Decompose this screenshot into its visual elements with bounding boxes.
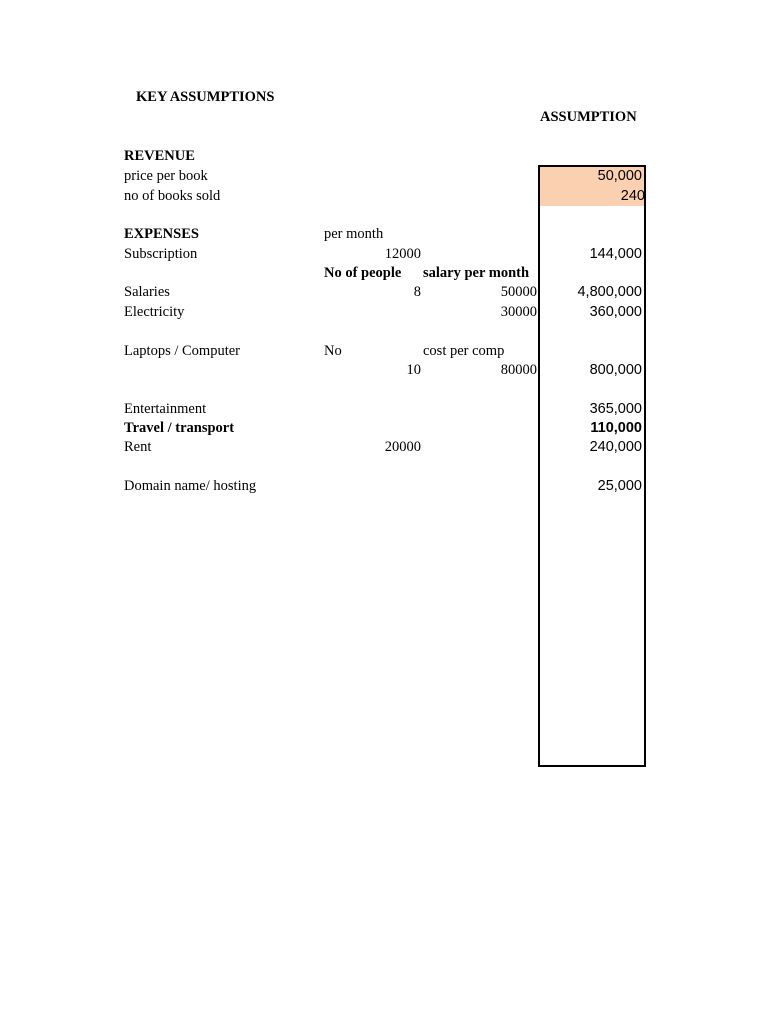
travel-label: Travel / transport [124,420,235,436]
assumption-header: ASSUMPTION [540,109,637,125]
salaries-value[interactable]: 4,800,000 [577,284,642,300]
price-per-book-value[interactable]: 50,000 [597,168,642,184]
entertainment-value[interactable]: 365,000 [589,401,642,417]
rent-value[interactable]: 240,000 [589,439,642,455]
salaries-per-month[interactable]: 50000 [500,284,537,300]
electricity-label: Electricity [124,304,185,320]
laptops-cost[interactable]: 80000 [500,362,537,378]
books-sold-label: no of books sold [124,188,221,204]
laptops-no-header: No [324,343,342,359]
salary-per-month-header: salary per month [423,265,530,281]
domain-hosting-value[interactable]: 25,000 [597,478,642,494]
travel-value[interactable]: 110,000 [590,420,642,436]
laptops-no[interactable]: 10 [406,362,421,378]
laptops-value[interactable]: 800,000 [589,362,642,378]
price-per-book-label: price per book [124,168,208,184]
expenses-heading: EXPENSES [124,226,199,242]
laptops-label: Laptops / Computer [124,343,240,359]
subscription-per-month[interactable]: 12000 [384,246,421,262]
electricity-per-month[interactable]: 30000 [500,304,537,320]
entertainment-label: Entertainment [124,401,207,417]
rent-per-month[interactable]: 20000 [384,439,421,455]
laptops-cost-header: cost per comp [423,343,505,359]
salaries-label: Salaries [124,284,170,300]
subscription-label: Subscription [124,246,198,262]
electricity-value[interactable]: 360,000 [589,304,642,320]
people-header: No of people [324,265,402,281]
domain-hosting-label: Domain name/ hosting [124,478,257,494]
salaries-people[interactable]: 8 [413,284,421,300]
revenue-heading: REVENUE [124,148,195,164]
books-sold-value[interactable]: 240 [620,188,645,204]
per-month-label: per month [324,226,384,242]
page-title: KEY ASSUMPTIONS [136,89,275,105]
subscription-value[interactable]: 144,000 [589,246,642,262]
rent-label: Rent [124,439,152,455]
